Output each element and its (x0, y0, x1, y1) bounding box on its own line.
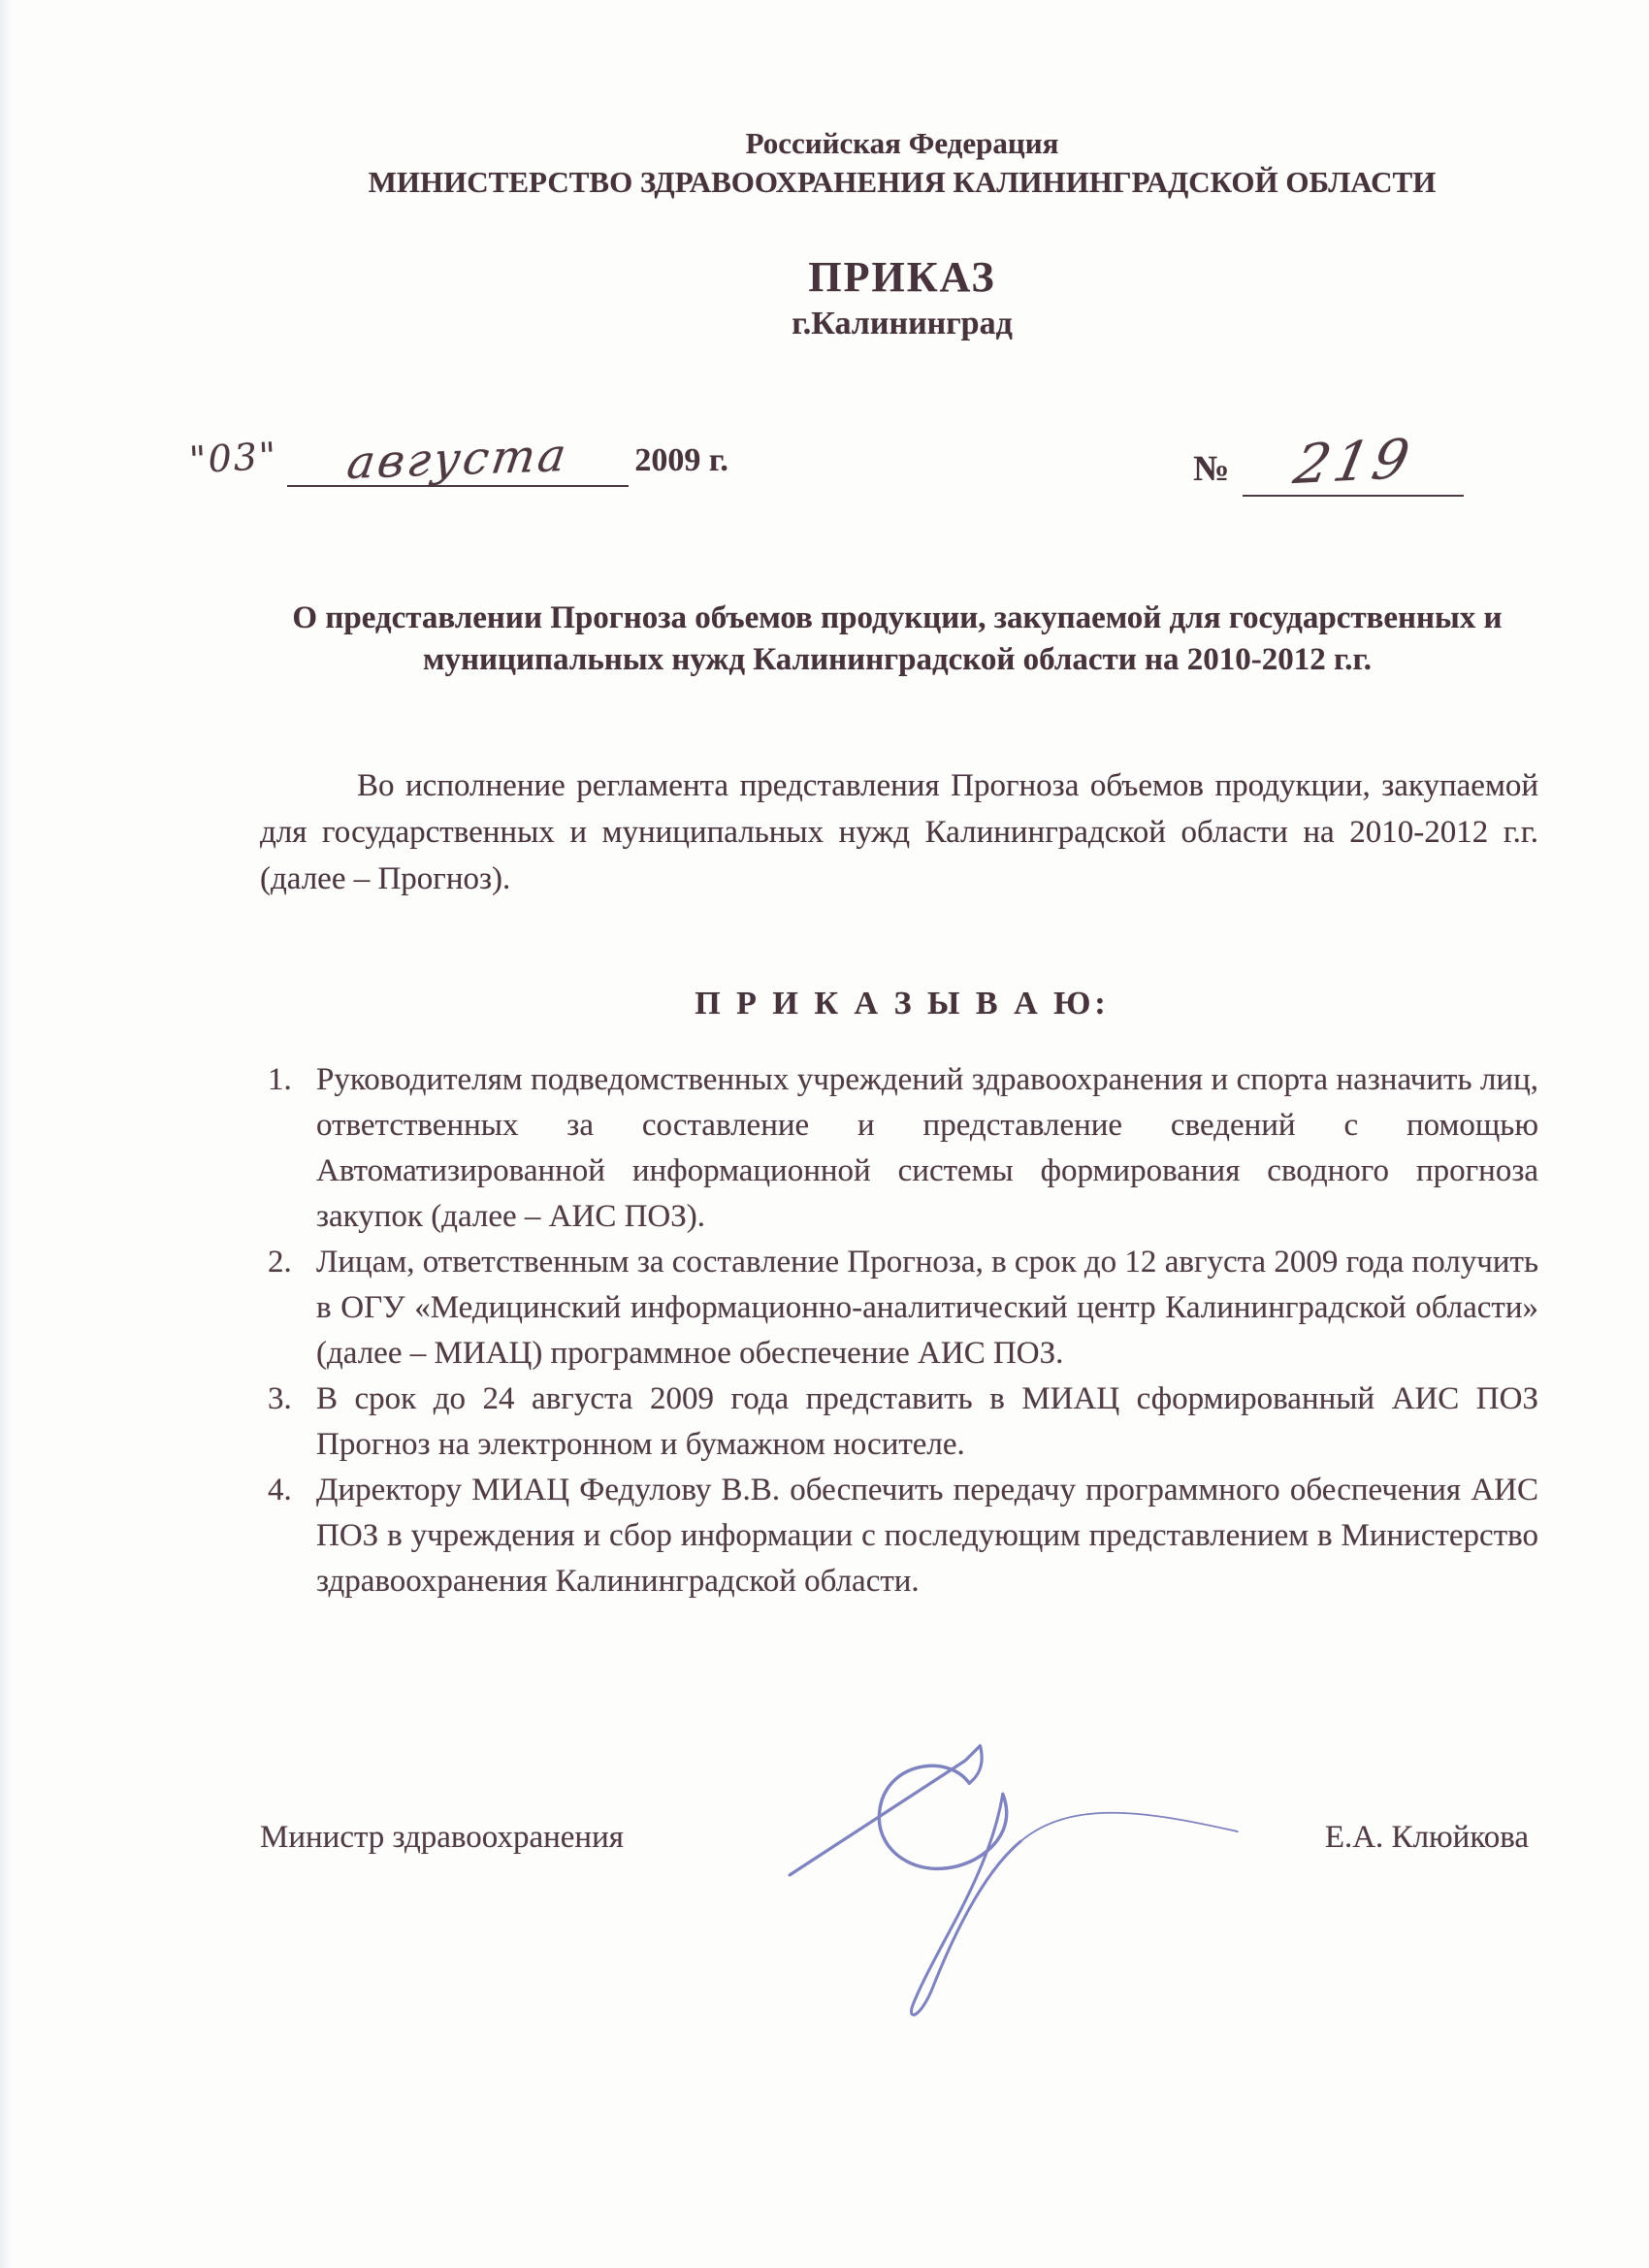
number-blank-line (1243, 427, 1464, 498)
order-number-group (1193, 427, 1464, 498)
handwritten-day: "03" (187, 434, 279, 482)
order-item-4: Директору МИАЦ Федулову В.В. обеспечить передачу программного обеспечения АИС ПОЗ в учреждения и сбор информации с последующим представлением в Министерство здравоохранения Калининградской области. (316, 1473, 1538, 1599)
signer-position-label: Министр здравоохранения (260, 1820, 624, 1855)
city-line: г.Калининград (792, 306, 1013, 341)
order-items-list (260, 1057, 1538, 1604)
intro-paragraph: Во исполнение регламента представления Прогноза объемов продукции, закупаемой для государственных и муниципальных нужд Калининградской области на 2010-2012 г.г. (далее – Прогноз). (260, 768, 1538, 896)
year-label: 2009 г. (634, 442, 728, 478)
order-heading: П Р И К А З Ы В А Ю: (695, 986, 1110, 1021)
order-title: О представлении Прогноза объемов продукции, закупаемой для государственных и муниципальных нужд Калининградской области на 2010-2012 г.г. (292, 600, 1503, 677)
order-item-2: Лицам, ответственным за составление Прогноза, в срок до 12 августа 2009 года получить в ОГУ «Медицинский информационно-аналитический центр Калининградской области» (далее – МИАЦ) программное обеспечение АИС ПОЗ. (316, 1245, 1538, 1371)
order-item-1: Руководителям подведомственных учреждений здравоохранения и спорта назначить лиц, ответственных за составление и представление сведений с помощью Автоматизированной информационной системы формирования сводного прогноза закупок (далее – АИС ПОЗ). (316, 1062, 1538, 1234)
order-item-3: В срок до 24 августа 2009 года представить в МИАЦ сформированный АИС ПОЗ Прогноз на электронном и бумажном носителе. (316, 1381, 1538, 1462)
scan-edge-shadow (0, 0, 14, 2268)
ministry-line: МИНИСТЕРСТВО ЗДРАВООХРАНЕНИЯ КАЛИНИНГРАДСКОЙ ОБЛАСТИ (368, 165, 1437, 199)
document-type-title: ПРИКАЗ (808, 253, 996, 301)
minister-signature-ink (782, 1734, 1245, 2035)
month-blank-line (287, 429, 629, 490)
country-line: Российская Федерация (745, 126, 1059, 160)
handwritten-order-number: 219 (1288, 427, 1418, 498)
signer-name: Е.А. Клюйкова (1324, 1820, 1529, 1855)
date-and-number-row (187, 427, 1479, 498)
number-sign: № (1193, 449, 1230, 489)
handwritten-month: августа (343, 429, 572, 490)
document-header (175, 124, 1630, 345)
